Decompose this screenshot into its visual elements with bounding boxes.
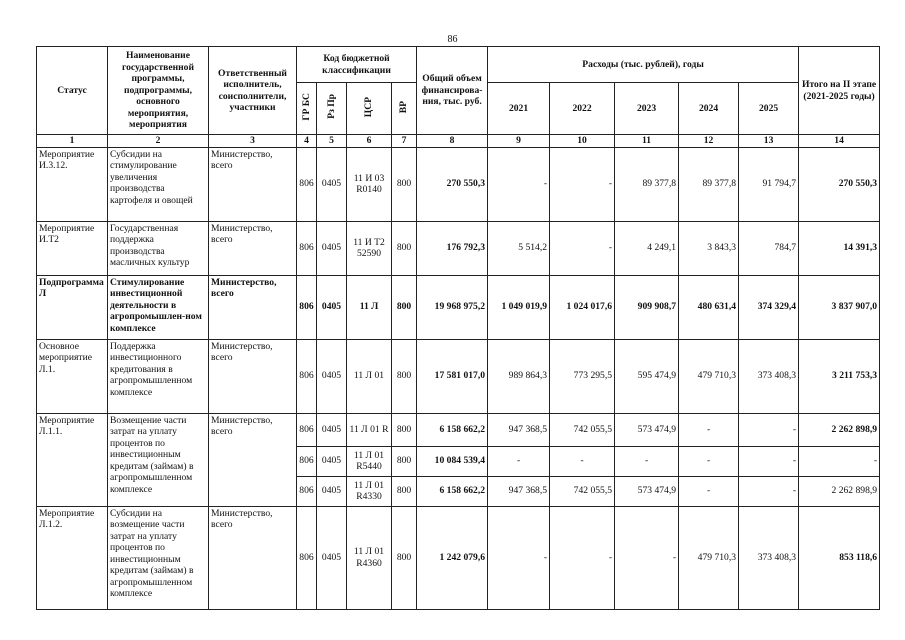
cell-2023: - — [615, 506, 679, 609]
column-number: 2 — [108, 135, 209, 148]
cell-rzpr: 0405 — [317, 339, 347, 413]
cell-2023: 909 908,7 — [615, 275, 679, 339]
cell-2024: - — [679, 446, 739, 476]
cell-2022: 742 055,5 — [550, 476, 615, 506]
cell-grbs: 806 — [297, 339, 317, 413]
cell-rzpr: 0405 — [317, 413, 347, 446]
cell-2025: 784,7 — [739, 221, 799, 275]
row-name: Субсидии на возмещение части затрат на уплату процентов по инвестиционным кредитам (займам) в агропромышленном комплексе — [108, 506, 209, 609]
header-rzpr: Рз Пр — [317, 83, 347, 135]
header-year-2021: 2021 — [488, 83, 550, 135]
row-name: Поддержка инвестиционного кредитования в агропромышленном комплексе — [108, 339, 209, 413]
cell-csr: 11 Л — [347, 275, 392, 339]
cell-2024: 89 377,8 — [679, 147, 739, 221]
header-vr: ВР — [392, 83, 417, 135]
column-number: 10 — [550, 135, 615, 148]
row-name: Субсидии на стимулирование увеличения производства картофеля и овощей — [108, 147, 209, 221]
header-csr: ЦСР — [347, 83, 392, 135]
cell-csr: 11 Л 01 — [347, 339, 392, 413]
cell-2024: 479 710,3 — [679, 506, 739, 609]
cell-2025: 374 329,4 — [739, 275, 799, 339]
row-name: Государственная поддержка производства масличных культур — [108, 221, 209, 275]
header-year-2024: 2024 — [679, 83, 739, 135]
header-expenses-group: Расходы (тыс. рублей), годы — [488, 47, 799, 83]
cell-stage-total: 2 262 898,9 — [799, 476, 880, 506]
cell-vr: 800 — [392, 339, 417, 413]
cell-total: 176 792,3 — [417, 221, 488, 275]
cell-2024: 480 631,4 — [679, 275, 739, 339]
row-responsible: Министерство, всего — [209, 413, 297, 506]
cell-2023: - — [615, 446, 679, 476]
cell-grbs: 806 — [297, 413, 317, 446]
cell-csr: 11 Л 01 R5440 — [347, 446, 392, 476]
cell-2024: 3 843,3 — [679, 221, 739, 275]
cell-rzpr: 0405 — [317, 221, 347, 275]
cell-2022: 1 024 017,6 — [550, 275, 615, 339]
cell-grbs: 806 — [297, 446, 317, 476]
cell-vr: 800 — [392, 221, 417, 275]
cell-csr: 11 Л 01 R — [347, 413, 392, 446]
cell-2025: - — [739, 446, 799, 476]
cell-rzpr: 0405 — [317, 476, 347, 506]
cell-2023: 89 377,8 — [615, 147, 679, 221]
cell-2023: 595 474,9 — [615, 339, 679, 413]
column-number: 3 — [209, 135, 297, 148]
column-number: 6 — [347, 135, 392, 148]
header-total-volume: Общий объем финансирова-ния, тыс. руб. — [417, 47, 488, 135]
cell-stage-total: 3 211 753,3 — [799, 339, 880, 413]
row-status: Мероприятие Л.1.1. — [37, 413, 108, 506]
cell-2021: 1 049 019,9 — [488, 275, 550, 339]
cell-vr: 800 — [392, 275, 417, 339]
row-status: Основное мероприятие Л.1. — [37, 339, 108, 413]
cell-total: 10 084 539,4 — [417, 446, 488, 476]
cell-2023: 573 474,9 — [615, 413, 679, 446]
column-number: 11 — [615, 135, 679, 148]
row-responsible: Министерство, всего — [209, 275, 297, 339]
header-stage-total: Итого на II этапе (2021-2025 годы) — [799, 47, 880, 135]
row-status: Мероприятие И.Т2 — [37, 221, 108, 275]
table-row — [37, 339, 880, 413]
cell-2021: - — [488, 446, 550, 476]
cell-2022: - — [550, 147, 615, 221]
row-name: Стимулирование инвестиционной деятельности в агропромышлен-ном комплексе — [108, 275, 209, 339]
cell-2022: 742 055,5 — [550, 413, 615, 446]
cell-rzpr: 0405 — [317, 275, 347, 339]
column-number-row — [37, 135, 880, 148]
cell-vr: 800 — [392, 446, 417, 476]
cell-stage-total: 3 837 907,0 — [799, 275, 880, 339]
cell-2021: - — [488, 147, 550, 221]
header-responsible: Ответственный исполнитель, соисполнители, участники — [209, 47, 297, 135]
column-number: 8 — [417, 135, 488, 148]
cell-2021: - — [488, 506, 550, 609]
column-number: 4 — [297, 135, 317, 148]
cell-grbs: 806 — [297, 476, 317, 506]
table-row — [37, 413, 880, 446]
cell-stage-total: - — [799, 446, 880, 476]
cell-grbs: 806 — [297, 147, 317, 221]
cell-2025: 91 794,7 — [739, 147, 799, 221]
cell-2025: - — [739, 476, 799, 506]
cell-2023: 4 249,1 — [615, 221, 679, 275]
cell-grbs: 806 — [297, 506, 317, 609]
table-row — [37, 147, 880, 221]
column-number: 7 — [392, 135, 417, 148]
cell-csr: 11 И 03 R0140 — [347, 147, 392, 221]
cell-vr: 800 — [392, 506, 417, 609]
cell-stage-total: 14 391,3 — [799, 221, 880, 275]
cell-2022: - — [550, 446, 615, 476]
cell-2025: - — [739, 413, 799, 446]
cell-2021: 947 368,5 — [488, 413, 550, 446]
cell-2022: 773 295,5 — [550, 339, 615, 413]
row-status: Мероприятие И.3.12. — [37, 147, 108, 221]
cell-2023: 573 474,9 — [615, 476, 679, 506]
cell-2024: - — [679, 413, 739, 446]
cell-rzpr: 0405 — [317, 506, 347, 609]
row-name: Возмещение части затрат на уплату процентов по инвестиционным кредитам (займам) в агропромышленном комплексе — [108, 413, 209, 506]
header-budget-code-group: Код бюджетной классификации — [297, 47, 417, 83]
cell-2025: 373 408,3 — [739, 506, 799, 609]
cell-total: 1 242 079,6 — [417, 506, 488, 609]
header-name: Наименование государственной программы, подпрограммы, основного мероприятия, мероприятия — [108, 47, 209, 135]
cell-csr: 11 И Т2 52590 — [347, 221, 392, 275]
row-responsible: Министерство, всего — [209, 221, 297, 275]
row-responsible: Министерство, всего — [209, 147, 297, 221]
header-status: Статус — [37, 47, 108, 135]
cell-grbs: 806 — [297, 275, 317, 339]
page-number: 86 — [447, 34, 458, 45]
row-responsible: Министерство, всего — [209, 506, 297, 609]
header-year-2022: 2022 — [550, 83, 615, 135]
cell-csr: 11 Л 01 R4360 — [347, 506, 392, 609]
cell-2022: - — [550, 506, 615, 609]
budget-table — [36, 46, 880, 610]
column-number: 13 — [739, 135, 799, 148]
cell-stage-total: 270 550,3 — [799, 147, 880, 221]
cell-2022: - — [550, 221, 615, 275]
cell-vr: 800 — [392, 413, 417, 446]
cell-2025: 373 408,3 — [739, 339, 799, 413]
table-row — [37, 506, 880, 609]
cell-total: 6 158 662,2 — [417, 413, 488, 446]
cell-total: 270 550,3 — [417, 147, 488, 221]
cell-stage-total: 2 262 898,9 — [799, 413, 880, 446]
column-number: 1 — [37, 135, 108, 148]
row-status: Подпрограмма Л — [37, 275, 108, 339]
cell-total: 17 581 017,0 — [417, 339, 488, 413]
cell-total: 19 968 975,2 — [417, 275, 488, 339]
header-grbs: ГР БС — [297, 83, 317, 135]
table-row — [37, 221, 880, 275]
cell-vr: 800 — [392, 476, 417, 506]
cell-csr: 11 Л 01 R4330 — [347, 476, 392, 506]
cell-2021: 947 368,5 — [488, 476, 550, 506]
cell-2021: 989 864,3 — [488, 339, 550, 413]
cell-2024: - — [679, 476, 739, 506]
cell-total: 6 158 662,2 — [417, 476, 488, 506]
column-number: 14 — [799, 135, 880, 148]
cell-rzpr: 0405 — [317, 147, 347, 221]
cell-grbs: 806 — [297, 221, 317, 275]
column-number: 9 — [488, 135, 550, 148]
cell-stage-total: 853 118,6 — [799, 506, 880, 609]
row-status: Мероприятие Л.1.2. — [37, 506, 108, 609]
cell-2024: 479 710,3 — [679, 339, 739, 413]
column-number: 12 — [679, 135, 739, 148]
column-number: 5 — [317, 135, 347, 148]
cell-vr: 800 — [392, 147, 417, 221]
header-year-2023: 2023 — [615, 83, 679, 135]
table-row — [37, 275, 880, 339]
cell-rzpr: 0405 — [317, 446, 347, 476]
row-responsible: Министерство, всего — [209, 339, 297, 413]
cell-2021: 5 514,2 — [488, 221, 550, 275]
header-year-2025: 2025 — [739, 83, 799, 135]
